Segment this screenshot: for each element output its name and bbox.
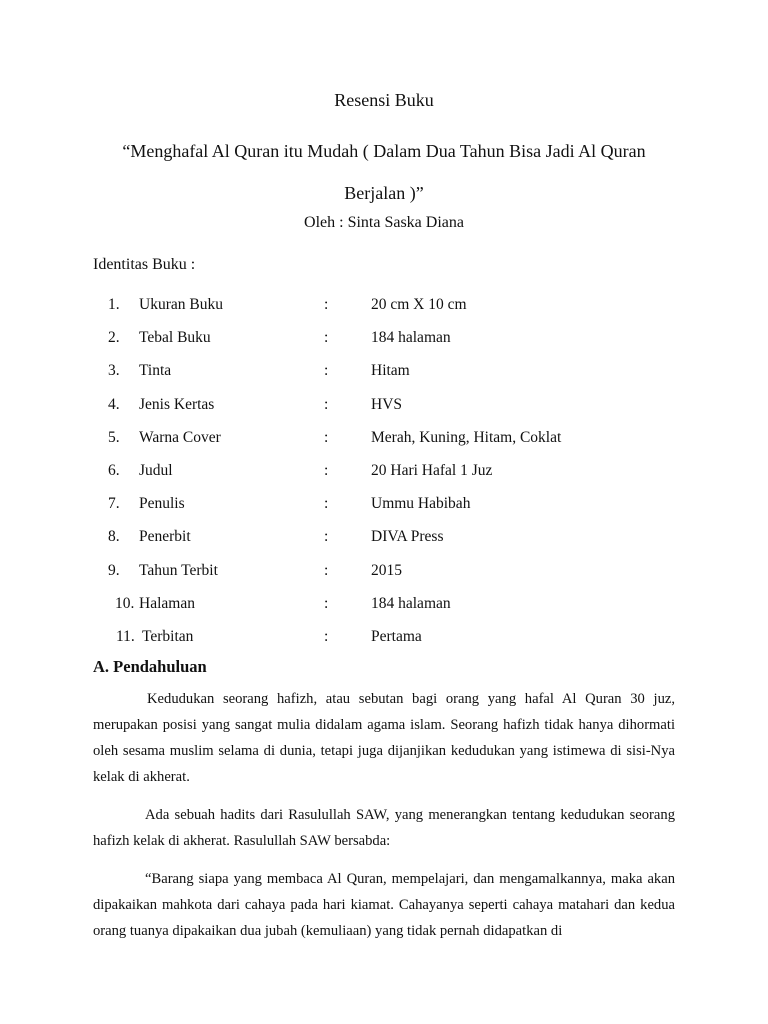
item-label: Penulis [139, 495, 185, 513]
item-number: 3. [108, 362, 120, 380]
item-number: 6. [108, 461, 120, 479]
item-colon: : [324, 495, 329, 513]
item-value: 20 cm X 10 cm [371, 296, 467, 313]
section-heading: A. Pendahuluan [93, 657, 207, 676]
item-label: Tahun Terbit [139, 561, 218, 579]
item-colon: : [324, 428, 329, 446]
list-item [0, 327, 768, 360]
item-value: 184 halaman [371, 329, 451, 347]
paragraph: “Barang siapa yang membaca Al Quran, mempelajari, dan mengamalkannya, maka akan dipakaikan mahkota dari cahaya pada hari kiamat. Cahayanya seperti cahaya matahari dan kedua orang tuanya dipakaikan dua jubah (kemuliaan) yang tidak pernah didapatkan di [93, 871, 675, 939]
paragraph: Kedudukan seorang hafizh, atau sebutan bagi orang yang hafal Al Quran 30 juz, merupakan posisi yang sangat mulia didalam agama islam. Seorang hafizh tidak hanya dihormati oleh sesama muslim selama di dunia, tetapi juga dijanjikan kedudukan yang istimewa di sisi-Nya kelak di akherat. [93, 691, 675, 785]
identity-heading: Identitas Buku : [93, 256, 196, 273]
identity-list [0, 294, 768, 659]
item-value: Hitam [371, 362, 410, 380]
item-colon: : [324, 627, 329, 645]
list-item [0, 593, 768, 626]
document-title: Resensi Buku [334, 90, 434, 110]
item-value: Ummu Habibah [371, 495, 471, 513]
item-number: 5. [108, 428, 120, 446]
item-label: Warna Cover [139, 428, 221, 446]
item-label: Tebal Buku [139, 329, 211, 347]
item-number: 9. [108, 561, 120, 579]
item-value: 184 halaman [371, 594, 451, 612]
item-label: Terbitan [142, 627, 194, 645]
item-number: 2. [108, 329, 120, 347]
paragraph: Ada sebuah hadits dari Rasulullah SAW, yang menerangkan tentang kedudukan seorang hafizh kelak di akherat. Rasulullah SAW bersabda: [93, 807, 675, 849]
list-item [0, 493, 768, 526]
item-label: Halaman [139, 594, 195, 612]
list-item [0, 427, 768, 460]
item-colon: : [324, 461, 329, 479]
item-value: Pertama [371, 627, 422, 645]
list-item [0, 460, 768, 493]
item-label: Judul [139, 461, 173, 479]
item-number: 10. [115, 594, 135, 612]
author-line: Oleh : Sinta Saska Diana [304, 214, 464, 231]
item-value: HVS [371, 395, 403, 413]
item-label: Penerbit [139, 528, 191, 546]
list-item [0, 294, 768, 327]
item-number: 7. [108, 495, 120, 513]
item-colon: : [324, 594, 329, 612]
item-value: 20 Hari Hafal 1 Juz [371, 461, 493, 479]
item-colon: : [324, 561, 329, 579]
list-item [0, 360, 768, 393]
list-item [0, 560, 768, 593]
item-colon: : [324, 296, 329, 313]
item-value: 2015 [371, 561, 402, 579]
item-number: 4. [108, 395, 120, 413]
item-colon: : [324, 395, 329, 413]
list-item [0, 526, 768, 559]
item-value: Merah, Kuning, Hitam, Coklat [371, 428, 562, 446]
book-subtitle: “Menghafal Al Quran itu Mudah ( Dalam Dua Tahun Bisa Jadi Al Quran Berjalan )” [122, 141, 646, 203]
item-number: 8. [108, 528, 120, 546]
list-item [0, 626, 768, 659]
item-label: Tinta [139, 362, 172, 380]
item-number: 1. [108, 296, 120, 313]
item-colon: : [324, 528, 329, 546]
item-label: Ukuran Buku [139, 296, 223, 313]
item-label: Jenis Kertas [139, 395, 215, 413]
item-colon: : [324, 329, 329, 347]
list-item [0, 394, 768, 427]
item-number: 11. [116, 627, 135, 645]
item-colon: : [324, 362, 329, 380]
item-value: DIVA Press [371, 528, 444, 546]
